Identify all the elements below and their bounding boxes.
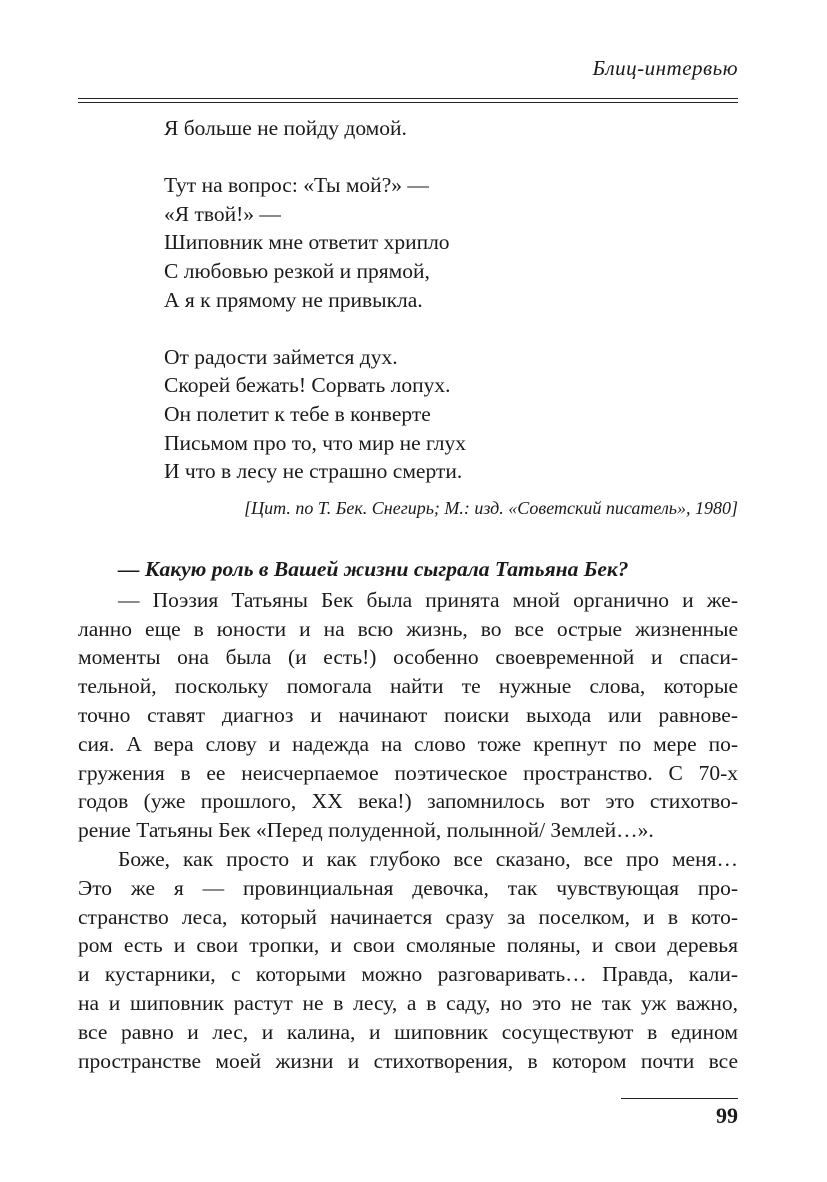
- text-line: ланно еще в юности и на всю жизнь, во все острые жизненные: [78, 616, 738, 641]
- header-rule-top: [78, 98, 738, 99]
- poem-line: Письмом про то, что мир не глух: [164, 430, 466, 455]
- interview-question: — Какую роль в Вашей жизни сыграла Татьяна Бек?: [118, 557, 629, 581]
- poem-line: Скорей бежать! Сорвать лопух.: [164, 373, 451, 398]
- poem: [164, 114, 466, 486]
- header-rule-bottom: [78, 102, 738, 103]
- text-line: гружения в ее неисчерпаемое поэтическое пространство. С 70-х: [78, 760, 738, 785]
- text-line: моменты она была (и есть!) особенно своевременной и спаси-: [78, 645, 738, 670]
- text-line: годов (уже прошлого, XX века!) запомнилось вот это стихотво-: [78, 789, 738, 814]
- text-line: Это же я — провинциальная девочка, так чувствующая про-: [78, 875, 738, 900]
- answer-paragraph-2: [78, 845, 738, 1075]
- poem-line: С любовью резкой и прямой,: [164, 258, 430, 283]
- text-line: на и шиповник растут не в лесу, а в саду, но это не так уж важно,: [78, 990, 738, 1015]
- text-line: все равно и лес, и калина, и шиповник сосуществуют в едином: [78, 1019, 738, 1044]
- text-line: рение Татьяны Бек «Перед полуденной, полынной/ Землей…».: [78, 818, 654, 843]
- poem-line: И что в лесу не страшно смерти.: [164, 459, 463, 484]
- poem-line: А я к прямому не привыкла.: [164, 287, 423, 312]
- poem-line: Тут на вопрос: «Ты мой?» —: [164, 173, 429, 198]
- text-line: Боже, как просто и как глубоко все сказано, все про меня…: [118, 846, 738, 871]
- citation: [Цит. по Т. Бек. Снегирь; М.: изд. «Советский писатель», 1980]: [244, 498, 738, 518]
- text-line: — Поэзия Татьяны Бек была принята мной органично и же-: [118, 587, 738, 612]
- poem-line: Шиповник мне ответит хрипло: [164, 230, 450, 255]
- page-number: 99: [716, 1103, 738, 1128]
- poem-line: Он полетит к тебе в конверте: [164, 401, 431, 426]
- text-line: пространстве моей жизни и стихотворения, в котором почти все: [78, 1048, 738, 1073]
- text-line: тельной, поскольку помогала найти те нужные слова, которые: [78, 674, 738, 699]
- body-text: [78, 555, 738, 1075]
- footer-rule: [621, 1098, 738, 1099]
- running-head: Блиц-интервью: [592, 56, 738, 80]
- poem-line: От радости займется дух.: [164, 344, 398, 369]
- poem-line: «Я твой!» —: [164, 201, 281, 226]
- text-line: и кустарники, с которыми можно разговаривать… Правда, кали-: [78, 962, 738, 987]
- text-line: сия. А вера слову и надежда на слово тоже крепнут по мере по-: [78, 731, 738, 756]
- text-line: странство леса, который начинается сразу за поселком, и в кото-: [78, 904, 738, 929]
- text-line: ром есть и свои тропки, и свои смоляные поляны, и свои деревья: [78, 933, 738, 958]
- answer-paragraph-1: [78, 586, 738, 845]
- text-line: точно ставят диагноз и начинают поиски выхода или равнове-: [78, 702, 738, 727]
- poem-line: Я больше не пойду домой.: [164, 116, 407, 140]
